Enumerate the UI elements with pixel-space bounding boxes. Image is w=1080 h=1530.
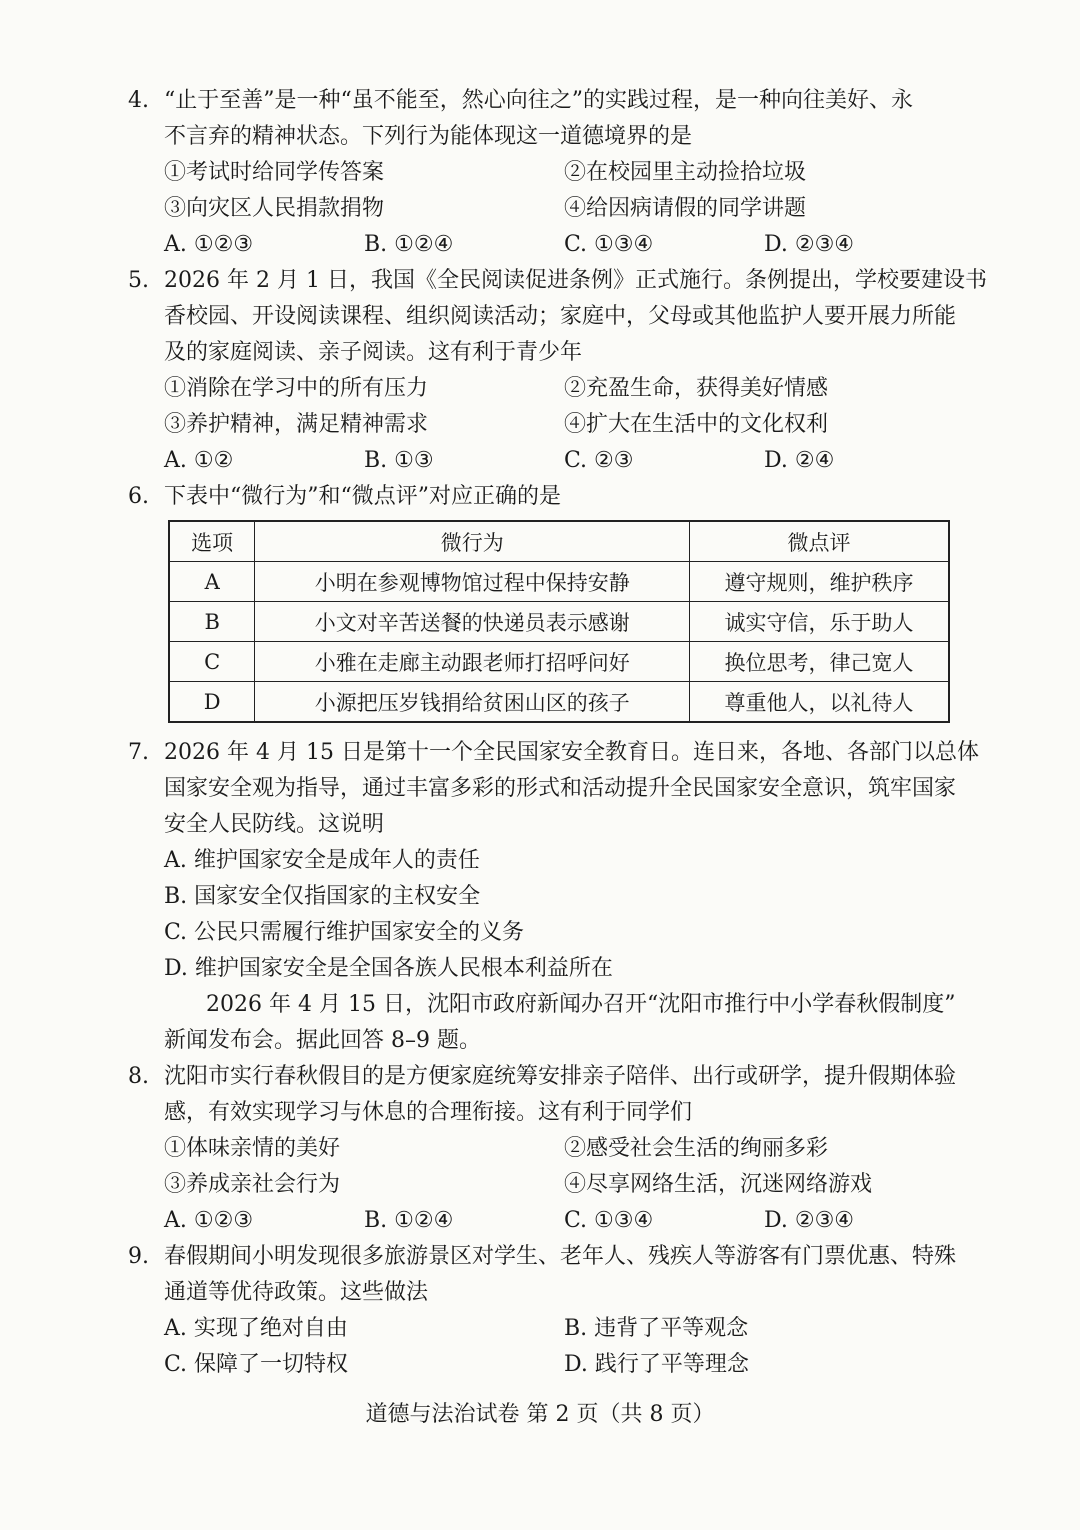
q8-choice-a: A. ①②③ — [164, 1208, 254, 1233]
q9-stem-line-1: 春假期间小明发现很多旅游景区对学生、老年人、残疾人等游客有门票优惠、特殊 — [164, 1244, 957, 1269]
q9-choice-d: D. 践行了平等理念 — [564, 1352, 749, 1377]
q5-item-3: ③养护精神，满足精神需求 — [164, 412, 429, 437]
q9-choice-b: B. 违背了平等观念 — [564, 1316, 749, 1341]
table-cell-option: B — [169, 602, 255, 642]
table-header-option: 选项 — [169, 521, 255, 562]
intro-line-1: 2026 年 4 月 15 日，沈阳市政府新闻办召开“沈阳市推行中小学春秋假制度” — [206, 992, 956, 1017]
q4-number: 4. — [128, 88, 149, 113]
q8-item-1: ①体味亲情的美好 — [164, 1136, 341, 1161]
q4-item-3: ③向灾区人民捐款捐物 — [164, 196, 385, 221]
q7-stem-line-1: 2026 年 4 月 15 日是第十一个全民国家安全教育日。连日来，各地、各部门以总体 — [164, 740, 979, 765]
q4-choice-a: A. ①②③ — [164, 232, 254, 257]
q5-choice-b: B. ①③ — [364, 448, 434, 473]
table-row — [169, 642, 949, 682]
table-cell-comment: 遵守规则，维护秩序 — [690, 562, 949, 602]
intro-line-2: 新闻发布会。据此回答 8–9 题。 — [164, 1028, 481, 1053]
q4-choice-b: B. ①②④ — [364, 232, 454, 257]
q5-number: 5. — [128, 268, 149, 293]
table-cell-option: D — [169, 682, 255, 723]
table-cell-comment: 诚实守信，乐于助人 — [690, 602, 949, 642]
q5-item-2: ②充盈生命，获得美好情感 — [564, 376, 829, 401]
table-header-row — [169, 521, 949, 562]
q5-stem-line-3: 及的家庭阅读、亲子阅读。这有利于青少年 — [164, 340, 583, 365]
q5-item-1: ①消除在学习中的所有压力 — [164, 376, 429, 401]
q7-choice-b: B. 国家安全仅指国家的主权安全 — [164, 884, 481, 909]
q4-item-4: ④给因病请假的同学讲题 — [564, 196, 807, 221]
q5-choice-c: C. ②③ — [564, 448, 634, 473]
q9-number: 9. — [128, 1244, 149, 1269]
table-cell-comment: 尊重他人，以礼待人 — [690, 682, 949, 723]
q9-choice-c: C. 保障了一切特权 — [164, 1352, 349, 1377]
q6-stem: 下表中“微行为”和“微点评”对应正确的是 — [164, 484, 561, 509]
q5-choice-d: D. ②④ — [764, 448, 835, 473]
q7-number: 7. — [128, 740, 149, 765]
page-footer: 道德与法治试卷 第 2 页（共 8 页） — [365, 1402, 715, 1427]
q4-stem-line-1: “止于至善”是一种“虽不能至，然心向往之”的实践过程，是一种向往美好、永 — [164, 88, 913, 113]
q6-number: 6. — [128, 484, 149, 509]
q5-choice-a: A. ①② — [164, 448, 234, 473]
table-cell-option: C — [169, 642, 255, 682]
q7-stem-line-3: 安全人民防线。这说明 — [164, 812, 385, 837]
table-row — [169, 562, 949, 602]
q5-stem-line-1: 2026 年 2 月 1 日，我国《全民阅读促进条例》正式施行。条例提出，学校要建设书 — [164, 268, 987, 293]
q9-stem-line-2: 通道等优待政策。这些做法 — [164, 1280, 429, 1305]
q7-stem-line-2: 国家安全观为指导，通过丰富多彩的形式和活动提升全民国家安全意识，筑牢国家 — [164, 776, 957, 801]
q8-number: 8. — [128, 1064, 149, 1089]
q8-item-4: ④尽享网络生活，沉迷网络游戏 — [564, 1172, 873, 1197]
q8-choice-c: C. ①③④ — [564, 1208, 654, 1233]
q4-choice-c: C. ①③④ — [564, 232, 654, 257]
q8-stem-line-1: 沈阳市实行春秋假目的是方便家庭统筹安排亲子陪伴、出行或研学，提升假期体验 — [164, 1064, 957, 1089]
q4-stem-line-2: 不言弃的精神状态。下列行为能体现这一道德境界的是 — [164, 124, 693, 149]
q8-choice-b: B. ①②④ — [364, 1208, 454, 1233]
q4-choice-d: D. ②③④ — [764, 232, 855, 257]
q8-stem-line-2: 感，有效实现学习与休息的合理衔接。这有利于同学们 — [164, 1100, 693, 1125]
table-row — [169, 602, 949, 642]
q7-choice-c: C. 公民只需履行维护国家安全的义务 — [164, 920, 525, 945]
table-cell-behavior: 小文对辛苦送餐的快递员表示感谢 — [255, 602, 690, 642]
q8-item-2: ②感受社会生活的绚丽多彩 — [564, 1136, 829, 1161]
table-cell-comment: 换位思考，律己宽人 — [690, 642, 949, 682]
q8-choice-d: D. ②③④ — [764, 1208, 855, 1233]
q7-choice-d: D. 维护国家安全是全国各族人民根本利益所在 — [164, 956, 613, 981]
q6-table — [168, 520, 950, 723]
q7-choice-a: A. 维护国家安全是成年人的责任 — [164, 848, 480, 873]
table-row — [169, 682, 949, 723]
table-cell-behavior: 小明在参观博物馆过程中保持安静 — [255, 562, 690, 602]
q8-item-3: ③养成亲社会行为 — [164, 1172, 341, 1197]
q5-stem-line-2: 香校园、开设阅读课程、组织阅读活动；家庭中，父母或其他监护人要开展力所能 — [164, 304, 957, 329]
table-header-comment: 微点评 — [690, 521, 949, 562]
table-header-behavior: 微行为 — [255, 521, 690, 562]
q9-choice-a: A. 实现了绝对自由 — [164, 1316, 348, 1341]
table-cell-behavior: 小源把压岁钱捐给贫困山区的孩子 — [255, 682, 690, 723]
q4-item-2: ②在校园里主动捡拾垃圾 — [564, 160, 807, 185]
table-cell-option: A — [169, 562, 255, 602]
table-cell-behavior: 小雅在走廊主动跟老师打招呼问好 — [255, 642, 690, 682]
q5-item-4: ④扩大在生活中的文化权利 — [564, 412, 829, 437]
q4-item-1: ①考试时给同学传答案 — [164, 160, 385, 185]
